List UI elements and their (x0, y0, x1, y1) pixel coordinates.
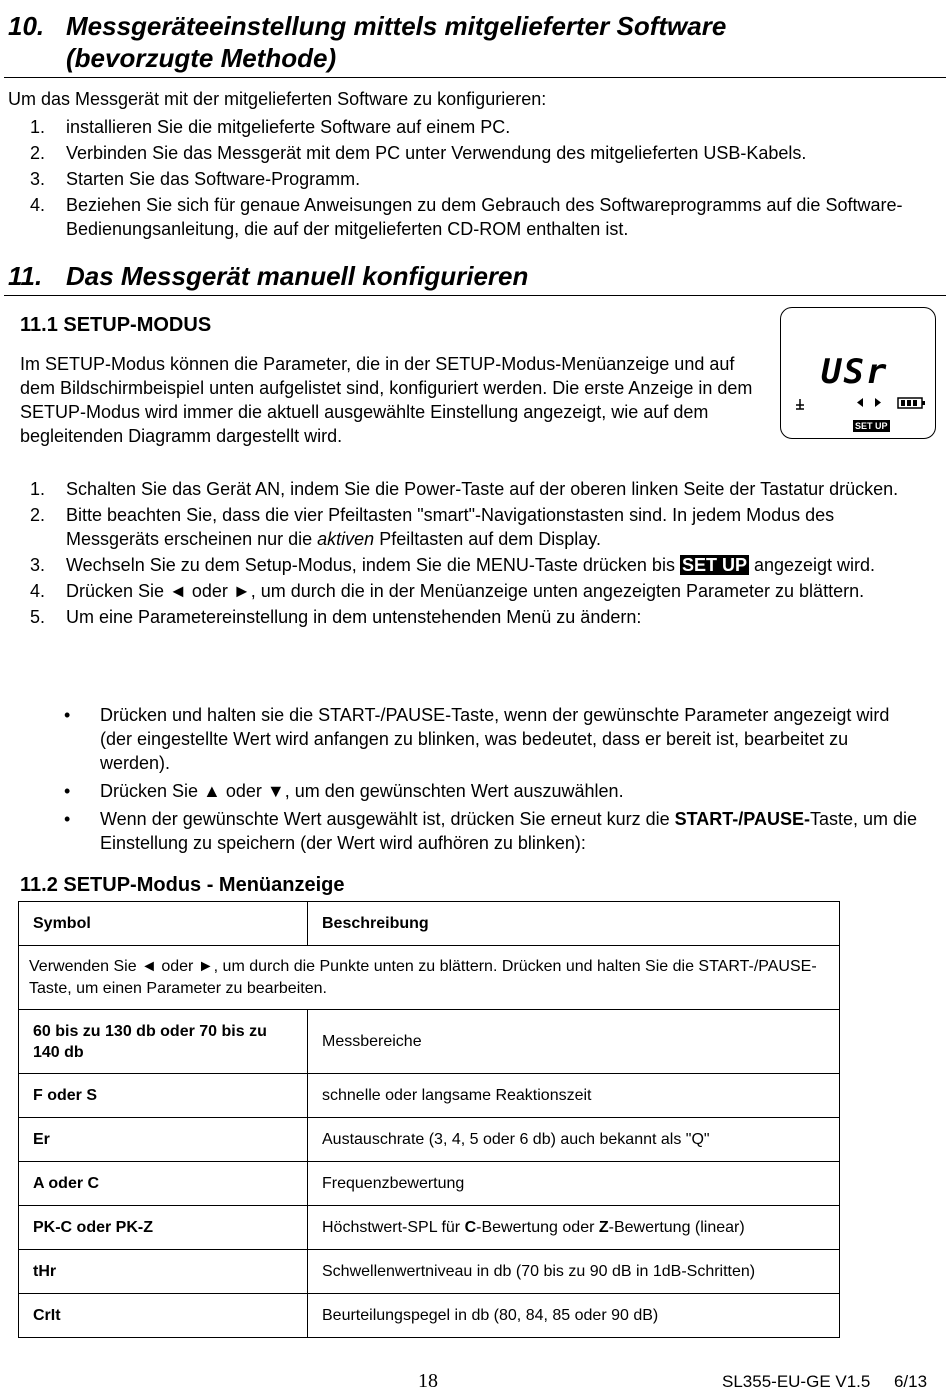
list-item: 4. Beziehen Sie sich für genaue Anweisungen zu dem Gebrauch des Softwareprogramms auf die Software-Bedienungsanleitung, die auf der mitgelieferten CD-ROM enthalten ist. (30, 195, 903, 239)
list-item: 1. Schalten Sie das Gerät AN, indem Sie die Power-Taste auf der oberen linken Seite der Tastatur drücken. (30, 479, 899, 499)
table-row: CrIt Beurteilungspegel in db (80, 84, 85 oder 90 dB) (19, 1294, 840, 1338)
page-number: 18 (418, 1370, 438, 1392)
battery-icon (898, 398, 925, 408)
software-steps-list (30, 115, 930, 243)
list-item: 3. Starten Sie das Software-Programm. (30, 169, 361, 189)
arrow-left-icon (857, 398, 863, 407)
setup-steps-list (30, 477, 930, 631)
section-number: 11. (8, 261, 43, 291)
setup-badge: SET UP (681, 555, 747, 575)
table-row: PK-C oder PK-Z Höchstwert-SPL für C-Bewertung oder Z-Bewertung (linear) (19, 1206, 840, 1250)
table-row: 60 bis zu 130 db oder 70 bis zu 140 db Messbereiche (19, 1010, 840, 1074)
bullet-item: • Drücken Sie ▲ oder ▼, um den gewünschten Wert auszuwählen. (64, 781, 624, 801)
section-11-title (8, 260, 528, 292)
list-item: 5. Um eine Parametereinstellung in dem untenstehenden Menü zu ändern: (30, 607, 642, 627)
lcd-display-example (780, 307, 936, 439)
section-number: 10. (8, 11, 45, 41)
menu-table-heading: 11.2 SETUP-Modus - Menüanzeige (20, 874, 345, 896)
setup-mode-heading: 11.1 SETUP-MODUS (20, 314, 212, 336)
list-item: 3. Wechseln Sie zu dem Setup-Modus, indem Sie die MENU-Taste drücken bis SET UP angezeigt wird. (30, 555, 876, 575)
bullet-item: • Drücken und halten sie die START-/PAUSE-Taste, wenn der gewünschte Parameter angezeigt wird (der eingestellte Wert wird anfangen zu blinken, was bedeutet, dass er bereit ist, bearbeitet zu werden). (64, 705, 890, 773)
section-divider (4, 295, 946, 296)
tripod-icon (796, 399, 804, 409)
bullet-item: • Wenn der gewünschte Wert ausgewählt ist, drücken Sie erneut kurz die START-/PAUSE-Taste, um die Einstellung zu speichern (der Wert wird aufhören zu blinken): (64, 809, 918, 853)
list-item: 4. Drücken Sie ◄ oder ►, um durch die in der Menüanzeige unten angezeigten Parameter zu blättern. (30, 581, 865, 601)
table-note-row (19, 946, 840, 1010)
edit-steps-bullets (60, 703, 920, 859)
section-divider (4, 77, 946, 78)
table-row: F oder S schnelle oder langsame Reaktionszeit (19, 1074, 840, 1118)
setup-menu-table (18, 901, 840, 1338)
setup-badge: SET UP (855, 421, 888, 431)
table-header-row (19, 902, 840, 946)
table-row: A oder C Frequenzbewertung (19, 1162, 840, 1206)
section-title-line1: Messgeräteeinstellung mittels mitgelieferter Software (66, 11, 727, 41)
section-title: Das Messgerät manuell konfigurieren (66, 261, 529, 291)
column-header-description: Beschreibung (308, 902, 840, 946)
table-row: tHr Schwellenwertniveau in db (70 bis zu 90 dB in 1dB-Schritten) (19, 1250, 840, 1294)
section-title-line2: (bevorzugte Methode) (66, 43, 337, 73)
document-id: SL355-EU-GE V1.5 6/13 (722, 1372, 928, 1391)
section-10-intro: Um das Messgerät mit der mitgelieferten Software zu konfigurieren: (8, 89, 547, 109)
column-header-symbol: Symbol (19, 902, 308, 946)
setup-mode-intro: Im SETUP-Modus können die Parameter, die in der SETUP-Modus-Menüanzeige und auf dem Bildschirmbeispiel unten aufgelistet sind, konfiguriert werden. Die erste Anzeige in dem SETUP-Modus wird immer die aktuell ausgewählte Einstellung angezeigt, wie auf dem begleitenden Diagramm dargestellt wird. (20, 354, 753, 446)
lcd-readout: USr (821, 352, 889, 392)
list-item: 2. Bitte beachten Sie, dass die vier Pfeiltasten "smart"-Navigationstasten sind. In jedem Modus des Messgeräts erscheinen nur die aktiven Pfeiltasten auf dem Display. (30, 505, 835, 549)
table-row: Er Austauschrate (3, 4, 5 oder 6 db) auch bekannt als "Q" (19, 1118, 840, 1162)
list-item: 2. Verbinden Sie das Messgerät mit dem PC unter Verwendung des mitgelieferten USB-Kabels. (30, 143, 807, 163)
arrow-right-icon (875, 398, 881, 407)
section-10-title (8, 10, 726, 74)
table-note: Verwenden Sie ◄ oder ►, um durch die Punkte unten zu blättern. Drücken und halten Sie die START-/PAUSE-Taste, um einen Parameter zu bearbeiten. (19, 946, 840, 1010)
list-item: 1. installieren Sie die mitgelieferte Software auf einem PC. (30, 117, 511, 137)
